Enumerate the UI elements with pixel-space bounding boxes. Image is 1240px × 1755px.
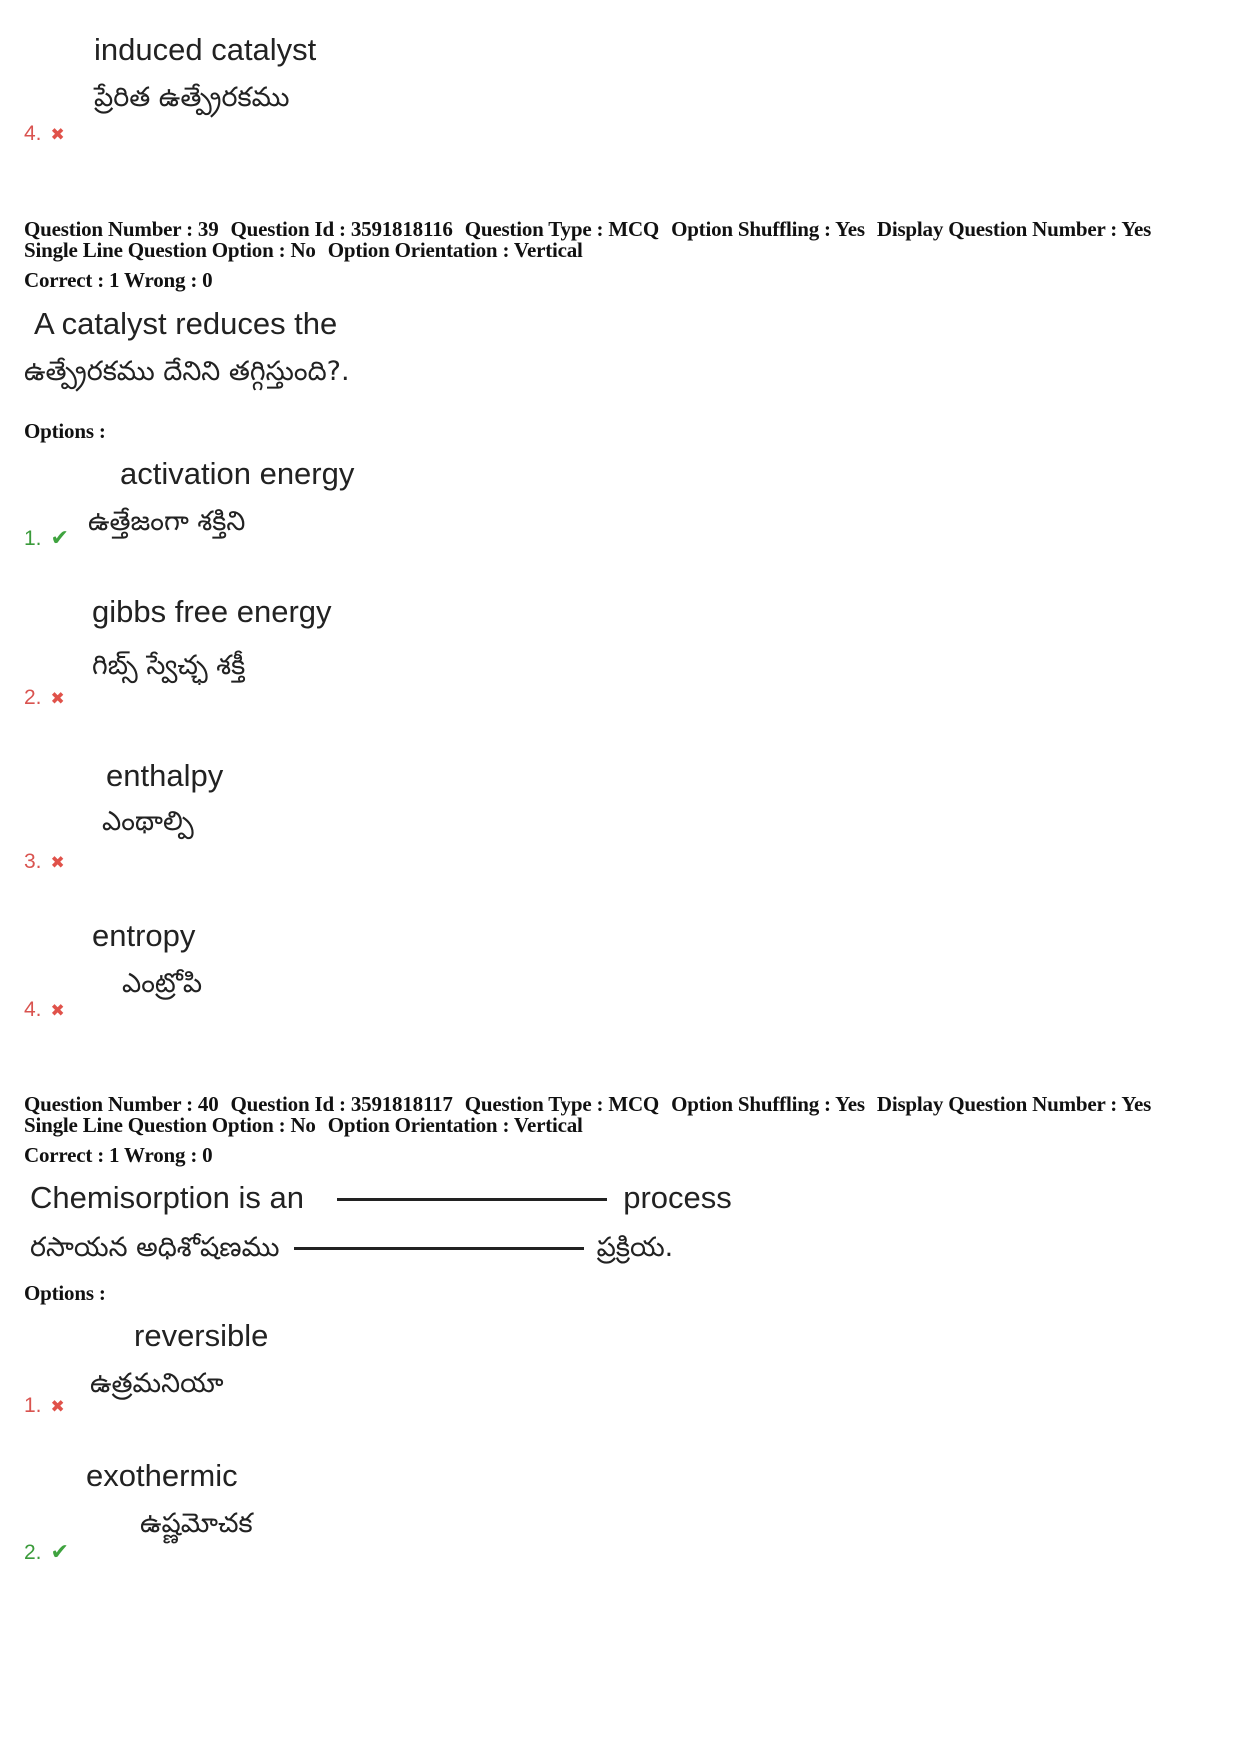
q39-option-4-te: ఎంట్రోపి — [122, 968, 203, 999]
q40-single-line-option: Single Line Question Option : No — [24, 1113, 316, 1137]
q40-option-2-te: ఉష్ణమోచక — [140, 1508, 253, 1539]
q40-options-label: Options : — [24, 1281, 106, 1305]
option-number: 2. — [24, 1541, 42, 1564]
answer-blank — [337, 1198, 607, 1201]
q39-question-number: Question Number : 39 — [24, 217, 219, 241]
q39-score: Correct : 1 Wrong : 0 — [24, 268, 213, 292]
q39-meta-line1 — [24, 219, 1151, 240]
cross-icon: ✖ — [50, 1397, 65, 1417]
cross-icon: ✖ — [50, 1001, 65, 1021]
option-number: 1. — [24, 527, 42, 550]
q40-question-en-before: Chemisorption is an — [30, 1180, 304, 1215]
q39-display-question-number: Display Question Number : Yes — [876, 217, 1152, 241]
q40-meta-line1 — [24, 1094, 1151, 1115]
prev-option-4-en: induced catalyst — [94, 32, 317, 67]
q39-option-shuffling: Option Shuffling : Yes — [671, 217, 865, 241]
check-icon: ✔ — [50, 1540, 69, 1565]
q40-question-en-after: process — [623, 1180, 732, 1215]
q40-option-1-en: reversible — [134, 1318, 269, 1353]
q39-option-3-marker — [24, 850, 65, 874]
q40-option-2-marker — [24, 1540, 69, 1565]
q39-option-4-en: entropy — [92, 918, 196, 953]
q39-question-id: Question Id : 3591818116 — [230, 217, 453, 241]
option-number: 4. — [24, 122, 42, 145]
prev-option-4-te: ప్రేరిత ఉత్ప్రేరకము — [94, 82, 290, 113]
prev-option-4-marker — [24, 122, 65, 146]
cross-icon: ✖ — [50, 125, 65, 145]
q39-option-1-en: activation energy — [120, 456, 355, 491]
q40-option-shuffling: Option Shuffling : Yes — [671, 1092, 865, 1116]
q39-option-3-te: ఎంథాల్పి — [102, 806, 194, 837]
q39-option-2-en: gibbs free energy — [92, 594, 332, 629]
option-number: 4. — [24, 998, 42, 1021]
q39-option-2-te: గిబ్స్ స్వేచ్ఛ శక్తీ — [92, 650, 246, 681]
check-icon: ✔ — [50, 526, 69, 551]
q40-option-1-te: ఉత్రమనియా — [90, 1368, 224, 1399]
q39-question-type: Question Type : MCQ — [464, 217, 660, 241]
q40-question-type: Question Type : MCQ — [464, 1092, 660, 1116]
q39-single-line-option: Single Line Question Option : No — [24, 238, 316, 262]
q40-option-2-en: exothermic — [86, 1458, 238, 1493]
option-number: 3. — [24, 850, 42, 873]
q39-question-en: A catalyst reduces the — [34, 306, 338, 341]
q40-question-number: Question Number : 40 — [24, 1092, 219, 1116]
q40-question-te — [30, 1232, 673, 1270]
option-number: 1. — [24, 1394, 42, 1417]
q39-meta-line2 — [24, 240, 583, 261]
q40-question-te-before: రసాయన అధిశోషణము — [30, 1232, 280, 1263]
q39-option-4-marker — [24, 998, 65, 1022]
q40-question-en — [30, 1180, 732, 1216]
q40-option-1-marker — [24, 1394, 65, 1418]
q39-option-1-te: ఉత్తేజంగా శక్తిని — [88, 506, 246, 537]
q40-question-te-after: ప్రక్రియ. — [596, 1232, 674, 1263]
option-number: 2. — [24, 686, 42, 709]
q40-display-question-number: Display Question Number : Yes — [876, 1092, 1152, 1116]
q40-option-orientation: Option Orientation : Vertical — [327, 1113, 583, 1137]
q39-options-label: Options : — [24, 419, 106, 443]
cross-icon: ✖ — [50, 689, 65, 709]
q39-option-3-en: enthalpy — [106, 758, 224, 793]
q39-option-1-marker — [24, 526, 69, 551]
q39-option-2-marker — [24, 686, 65, 710]
answer-blank — [294, 1247, 584, 1250]
q40-score: Correct : 1 Wrong : 0 — [24, 1143, 213, 1167]
q39-option-orientation: Option Orientation : Vertical — [327, 238, 583, 262]
q40-question-id: Question Id : 3591818117 — [230, 1092, 453, 1116]
q40-meta-line2 — [24, 1115, 583, 1136]
cross-icon: ✖ — [50, 853, 65, 873]
q39-question-te: ఉత్ప్రేరకము దేనిని తగ్గిస్తుంది?. — [24, 356, 350, 387]
